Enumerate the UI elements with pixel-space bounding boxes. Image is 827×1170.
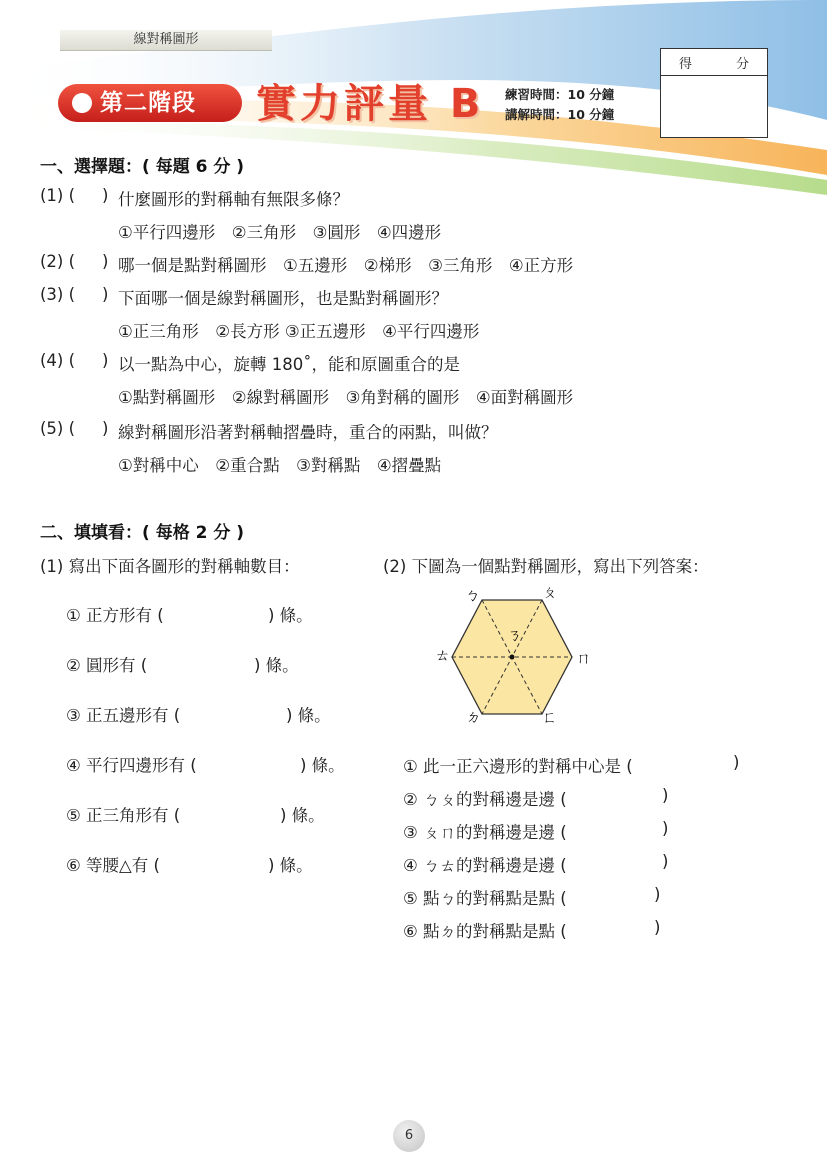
item-end: ) 條。 [254,656,299,675]
item-label: ③ ㄆㄇ的對稱邊是邊 ( [403,823,567,842]
answer-paren-close: ) [102,285,109,304]
center-label-n: ㄋ [507,626,523,644]
center-point [510,655,515,660]
page-title: 實力評量 B [256,81,485,127]
answer-paren-open[interactable]: (1) ( [40,186,76,205]
answer-paren-close: ) [102,186,109,205]
answer-paren-open[interactable]: (4) ( [40,351,76,370]
question-options: ①對稱中心 ②重合點 ③對稱點 ④摺疊點 [118,456,442,475]
score-box-header [661,49,767,76]
score-box[interactable] [660,48,768,138]
question-text: 線對稱圖形沿著對稱軸摺疊時，重合的兩點，叫做？ [118,423,498,442]
practice-time: 練習時間：10 分鐘 [505,87,615,102]
vertex-label-f: ㄈ [542,708,558,726]
section1-title: 一、選擇題：( 每題 6 分 ) [40,157,245,177]
item-label: ① 正方形有 ( [66,606,164,625]
topic-tab: 線對稱圖形 [60,30,272,51]
answer-paren-open[interactable]: (5) ( [40,419,76,438]
question-options: ①正三角形 ②長方形 ③正五邊形 ④平行四邊形 [118,322,480,341]
vertex-label-p: ㄆ [542,583,558,601]
question-options: ①平行四邊形 ②三角形 ③圓形 ④四邊形 [118,223,442,242]
item-label: ⑤ 正三角形有 ( [66,806,181,825]
item-end: ) [662,786,669,805]
item-label: ② 圓形有 ( [66,656,148,675]
answer-paren-close: ) [102,252,109,271]
vertex-label-t: ㄊ [435,646,451,664]
item-end: ) 條。 [280,806,325,825]
item-label: ⑥ 點ㄉ的對稱點是點 ( [403,922,567,941]
question-text: 哪一個是點對稱圖形 ①五邊形 ②梯形 ③三角形 ④正方形 [118,256,574,275]
answer-paren-close: ) [102,419,109,438]
item-end: ) 條。 [300,756,345,775]
page-number: 6 [404,1128,414,1143]
question-text: 下面哪一個是線對稱圖形，也是點對稱圖形？ [118,289,448,308]
item-end: ) [662,819,669,838]
item-label: ④ ㄅㄊ的對稱邊是邊 ( [403,856,567,875]
hexagon-figure [430,580,600,730]
left-prompt: (1) 寫出下面各圖形的對稱軸數目： [40,557,300,576]
score-label-left: 得 [679,57,693,72]
explain-time: 講解時間：10 分鐘 [505,107,615,122]
item-label: ② ㄅㄆ的對稱邊是邊 ( [403,790,567,809]
answer-paren-open[interactable]: (2) ( [40,252,76,271]
item-end: ) [733,753,740,772]
vertex-label-b: ㄅ [465,586,481,604]
item-label: ③ 正五邊形有 ( [66,706,181,725]
question-text: 什麼圖形的對稱軸有無限多條？ [118,190,349,209]
answer-paren-close: ) [102,351,109,370]
vertex-label-m: ㄇ [576,649,592,667]
answer-paren-open[interactable]: (3) ( [40,285,76,304]
score-label-right: 分 [736,57,750,72]
item-end: ) [662,852,669,871]
item-end: ) [654,885,661,904]
item-label: ④ 平行四邊形有 ( [66,756,197,775]
item-label: ⑥ 等腰△有 ( [66,856,160,875]
question-text: 以一點為中心，旋轉 180˚，能和原圖重合的是 [118,355,460,374]
item-label: ⑤ 點ㄅ的對稱點是點 ( [403,889,567,908]
item-end: ) 條。 [268,856,313,875]
right-prompt: (2) 下圖為一個點對稱圖形，寫出下列答案： [383,557,709,576]
item-end: ) [654,918,661,937]
item-end: ) 條。 [286,706,331,725]
bullet-dot-icon [72,93,92,113]
item-end: ) 條。 [268,606,313,625]
item-label: ① 此一正六邊形的對稱中心是 ( [403,757,633,776]
stage-label: 第二階段 [100,90,196,116]
question-options: ①點對稱圖形 ②線對稱圖形 ③角對稱的圖形 ④面對稱圖形 [118,388,574,407]
section2-title: 二、填填看：( 每格 2 分 ) [40,523,245,543]
vertex-label-d: ㄉ [466,708,482,726]
